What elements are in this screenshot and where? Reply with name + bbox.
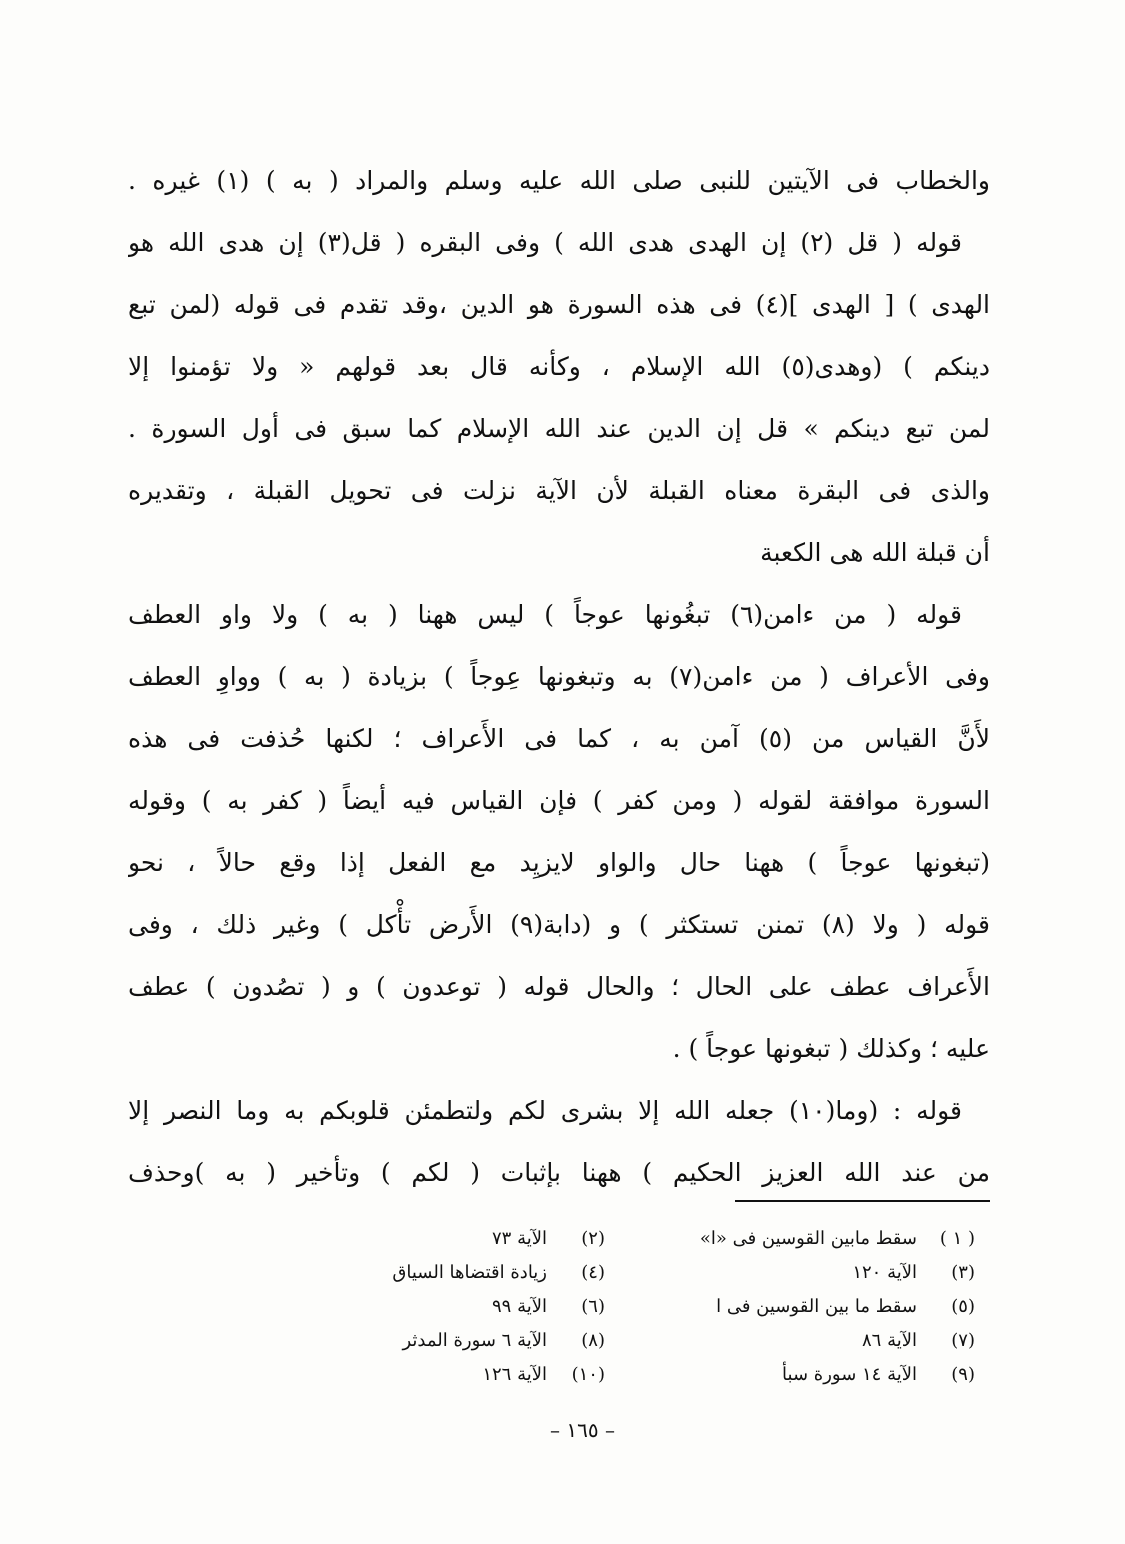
footnote-10: [255, 1358, 605, 1392]
text-line-11: السورة موافقة لقوله ( ومن كفر ) فإن القياس فيه أيضاً ( كفر به ) وقوله: [128, 786, 990, 815]
footnote-number: (٨): [581, 1330, 605, 1351]
text-line-7: أن قبلة الله هى الكعبة: [760, 538, 990, 567]
text-line-15: عليه ؛ وكذلك ( تبغونها عوجاً ) .: [672, 1034, 990, 1063]
footnote-number: (٣): [951, 1262, 975, 1283]
text-line-14: الأَعراف عطف على الحال ؛ والحال قوله ( توعدون ) و ( تصُدون ) عطف: [128, 972, 990, 1001]
text-line-5: لمن تبع دينكم » قل إن الدين عند الله الإسلام كما سبق فى أول السورة .: [128, 414, 990, 443]
footnote-number: ( ١ ): [939, 1228, 975, 1249]
footnote-text: الآية ١٢٠: [852, 1262, 917, 1283]
footnote-text: الآية ١٢٦: [482, 1364, 547, 1385]
footnote-number: (٧): [951, 1330, 975, 1351]
footnote-text: زيادة اقتضاها السياق: [392, 1262, 547, 1283]
footnote-2: [255, 1222, 605, 1256]
main-text: [128, 150, 990, 1204]
text-line-4: دينكم ) (وهدى(٥) الله الإسلام ، وكأنه قال بعد قولهم « ولا تؤمنوا إلا: [128, 352, 990, 381]
text-line-16: قوله : (وما(١٠) جعله الله إلا بشرى لكم ولتطمئن قلوبكم به وما النصر إلا: [128, 1096, 962, 1125]
text-line-10: لأَنَّ القياس من (٥) آمن به ، كما فى الأَعراف ؛ لكنها حُذفت فى هذه: [128, 724, 990, 753]
footnote-7: [605, 1324, 975, 1358]
footnote-3: [605, 1256, 975, 1290]
footnote-number: (٥): [951, 1296, 975, 1317]
footnote-separator: [735, 1200, 990, 1202]
text-line-2: قوله ( قل (٢) إن الهدى هدى الله ) وفى البقره ( قل(٣) إن هدى الله هو: [128, 228, 963, 257]
footnote-text: الآية ٩٩: [492, 1296, 547, 1317]
footnote-8: [255, 1324, 605, 1358]
text-line-12: (تبغونها عوجاً ) ههنا حال والواو لايزيِد مع الفعل إذا وقع حالاً ، نحو: [128, 848, 990, 877]
footnote-text: الآية ١٤ سورة سبأ: [782, 1364, 917, 1385]
text-line-1: والخطاب فى الآيتين للنبى صلى الله عليه وسلم والمراد ( به ) (١) غيره .: [128, 166, 990, 195]
text-line-13: قوله ( ولا (٨) تمنن تستكثر ) و (دابة(٩) الأَرض تأْكل ) وغير ذلك ، وفى: [128, 910, 990, 939]
text-line-8: قوله ( من ءامن(٦) تبغُونها عوجاً ) ليس ههنا ( به ) ولا واو العطف: [128, 600, 962, 629]
text-line-9: وفى الأعراف ( من ءامن(٧) به وتبغونها عِوجاً ) بزيادة ( به ) وواوِ العطف: [128, 662, 990, 691]
footnote-number: (٢): [581, 1228, 605, 1249]
footnote-text: سقط ما بين القوسين فى ا: [716, 1296, 917, 1317]
footnote-number: (٩): [951, 1364, 975, 1385]
footnote-1: [605, 1222, 975, 1256]
footnote-text: الآية ٦ سورة المدثر: [402, 1330, 547, 1351]
text-line-17: من عند الله العزيز الحكيم ) ههنا بإثبات ( لكم ) وتأخير ( به )وحذف: [128, 1158, 990, 1187]
footnote-5: [605, 1290, 975, 1324]
text-line-3: الهدى ) [ الهدى ](٤) فى هذه السورة هو الدين ،وقد تقدم فى قوله (لمن تبع: [128, 290, 990, 319]
page-number-text: – ١٦٥ –: [550, 1418, 615, 1442]
footnote-number: (٤): [581, 1262, 605, 1283]
footnote-number: (٦): [581, 1296, 605, 1317]
footnotes: [255, 1222, 975, 1392]
footnote-9: [605, 1358, 975, 1392]
footnote-text: الآية ٧٣: [492, 1228, 547, 1249]
footnote-number: (١٠): [571, 1364, 605, 1385]
footnote-6: [255, 1290, 605, 1324]
footnote-text: الآية ٨٦: [862, 1330, 917, 1351]
footnote-text: سقط مابين القوسين فى «ا»: [699, 1228, 917, 1249]
page-number: [0, 1418, 1125, 1442]
text-line-6: والذى فى البقرة معناه القبلة لأن الآية نزلت فى تحويل القبلة ، وتقديره: [128, 476, 990, 505]
footnote-4: [255, 1256, 605, 1290]
